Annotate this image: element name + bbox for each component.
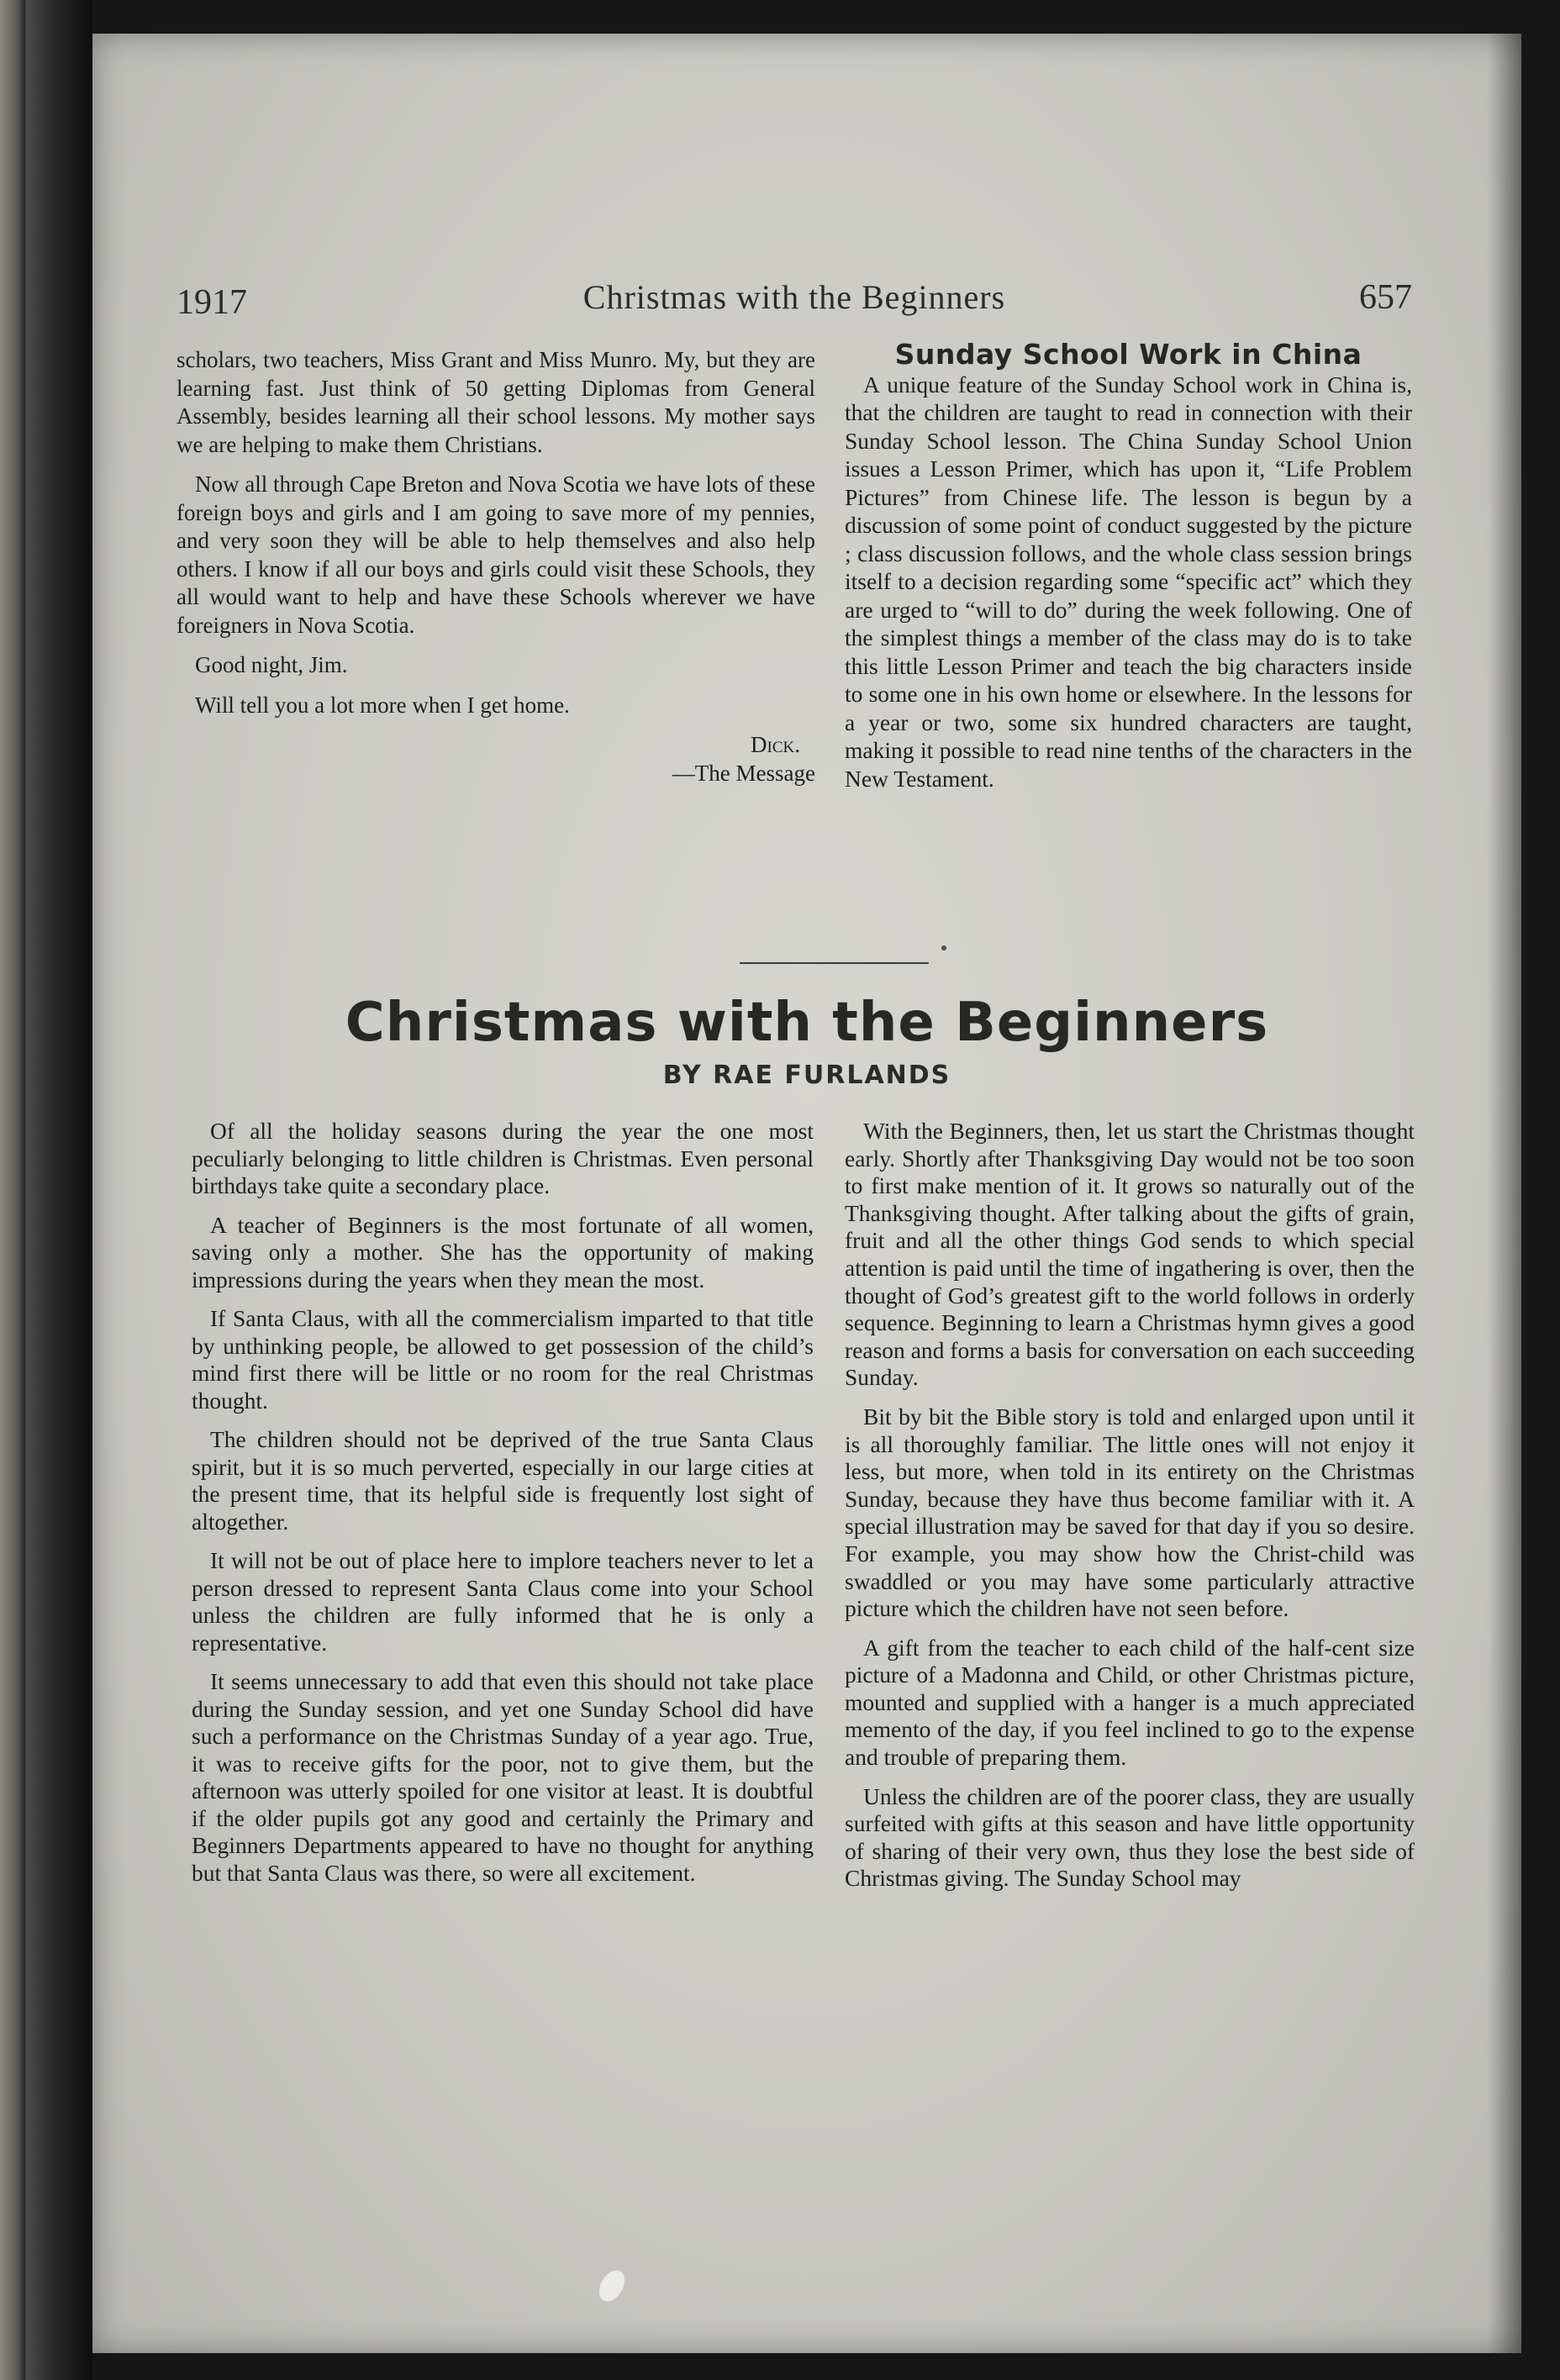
adjacent-page-edge [0,0,25,2380]
article-column-left [192,1118,814,1898]
page-number: 657 [1359,278,1412,317]
running-head-title: Christmas with the Beginners [582,278,1006,316]
china-article-body: A unique feature of the Sunday School work in China is, that the children are taught to read in connection with their Sunday School lesson. The China Sunday School Union issues a Lesson Primer, which has upon it, “Life Problem Pictures” from Chinese life. The lesson is begun by a discussion of some point of conduct suggested by the picture ; class discussion follows, and the whole class session brings itself to a decision regarding some “specific act” which they are urged to “will to do” during the week following. One of the simplest things a member of the class may do is to take this little Lesson Primer and teach the big characters inside to some one in his own home or elsewhere. In the lessons for a year or two, some six hundred characters are taught, making it possible to read nine tenths of the characters in the New Testament. [845,371,1412,792]
article-paragraph: Unless the children are of the poorer class, they are usually surfeited with gifts at this season and have little opportunity of sharing of their very own, thus they lose the best side of Christmas giving. The Sunday School may [845,1782,1415,1892]
article-paragraph: If Santa Claus, with all the commercialism imparted to that title by unthinking people, be allowed to get possession of the child’s mind first there will be little or no room for the real Christmas thought. [192,1305,814,1414]
scan-dust-speck [594,2266,630,2306]
article-column-right [845,1118,1415,1904]
article-paragraph: Bit by bit the Bible story is told and enlarged upon until it is all thoroughly familiar. The little ones will not enjoy it less, but more, when told in its entirety on the Christmas Sunday, because they have thus become familiar with it. A special illustration may be saved for that day if you so desire. For example, you may show how the Christ-child was swaddled or you may have some particularly attractive picture which the children have not seen before. [845,1403,1415,1622]
letter-column [177,346,815,787]
magazine-page [92,34,1521,2353]
article-byline: BY RAE FURLANDS [662,1061,951,1090]
letter-paragraph: scholars, two teachers, Miss Grant and Miss Munro. My, but they are learning fast. Just think of 50 getting Diplomas from General Assembly, besides learning all their school lessons. My mother says we are helping to make them Christians. [177,347,815,457]
letter-paragraph: Good night, Jim. [195,652,348,677]
letter-paragraph: Now all through Cape Breton and Nova Scotia we have lots of these foreign boys and girls and I am going to save more of my pennies, and very soon they will be able to help themselves and also help others. I know if all our boys and girls could visit these Schools, they all would want to help and have these Schools wherever we have foreigners in Nova Scotia. [177,471,815,638]
scan-dust-speck [941,945,946,950]
section-divider [740,962,929,964]
letter-signature: Dick. [751,732,800,757]
article-paragraph: Of all the holiday seasons during the year the one most peculiarly belonging to little children is Christmas. Even personal birthdays take quite a secondary place. [192,1118,814,1198]
article-paragraph: With the Beginners, then, let us start the Christmas thought early. Shortly after Thanksgiving Day would not be too soon to first make mention of it. It grows so naturally out of the Thanksgiving thought. After talking about the gifts of grain, fruit and all the other things God sends to which special attention is paid until the time of ingathering is over, then the thought of God’s greatest gift to the world follows in orderly sequence. Beginning to learn a Christmas hymn gives a good reason and forms a basis for conversation on each succeeding Sunday. [845,1118,1415,1391]
letter-source: —The Message [672,760,815,786]
china-article [845,340,1412,804]
letter-paragraph: Will tell you a lot more when I get home. [195,692,570,718]
china-article-heading: Sunday School Work in China [894,338,1362,371]
page-gutter-shadow [1488,34,1521,2353]
article-paragraph: A gift from the teacher to each child of the half-cent size picture of a Madonna and Child, or other Christmas picture, mounted and supplied with a hanger is a much appreciated memento of the day, if you feel inclined to go to the expense and trouble of preparing them. [845,1634,1415,1771]
article-paragraph: It will not be out of place here to implore teachers never to let a person dressed to represent Santa Claus come into your School unless the children are fully informed that he is only a representative. [192,1547,814,1656]
article-paragraph: It seems unnecessary to add that even this should not take place during the Sunday session, and yet one Sunday School did have such a performance on the Christmas Sunday of a year ago. True, it was to receive gifts for the poor, not to give them, but the afternoon was utterly spoiled for one visitor at least. It is doubtful if the older pupils got any good and certainly the Primary and Beginners Departments appeared to have no thought for anything but that Santa Claus was there, so were all excitement. [192,1668,814,1886]
running-head-year: 1917 [177,283,247,322]
running-head [177,277,1412,328]
article-paragraph: The children should not be deprived of the true Santa Claus spirit, but it is so much perverted, especially in our large cities at the present time, that its helpful side is frequently lost sight of altogether. [192,1426,814,1535]
article-title: Christmas with the Beginners [345,992,1269,1054]
article-paragraph: A teacher of Beginners is the most fortunate of all women, saving only a mother. She has the opportunity of making impressions during the years when they mean the most. [192,1211,814,1293]
